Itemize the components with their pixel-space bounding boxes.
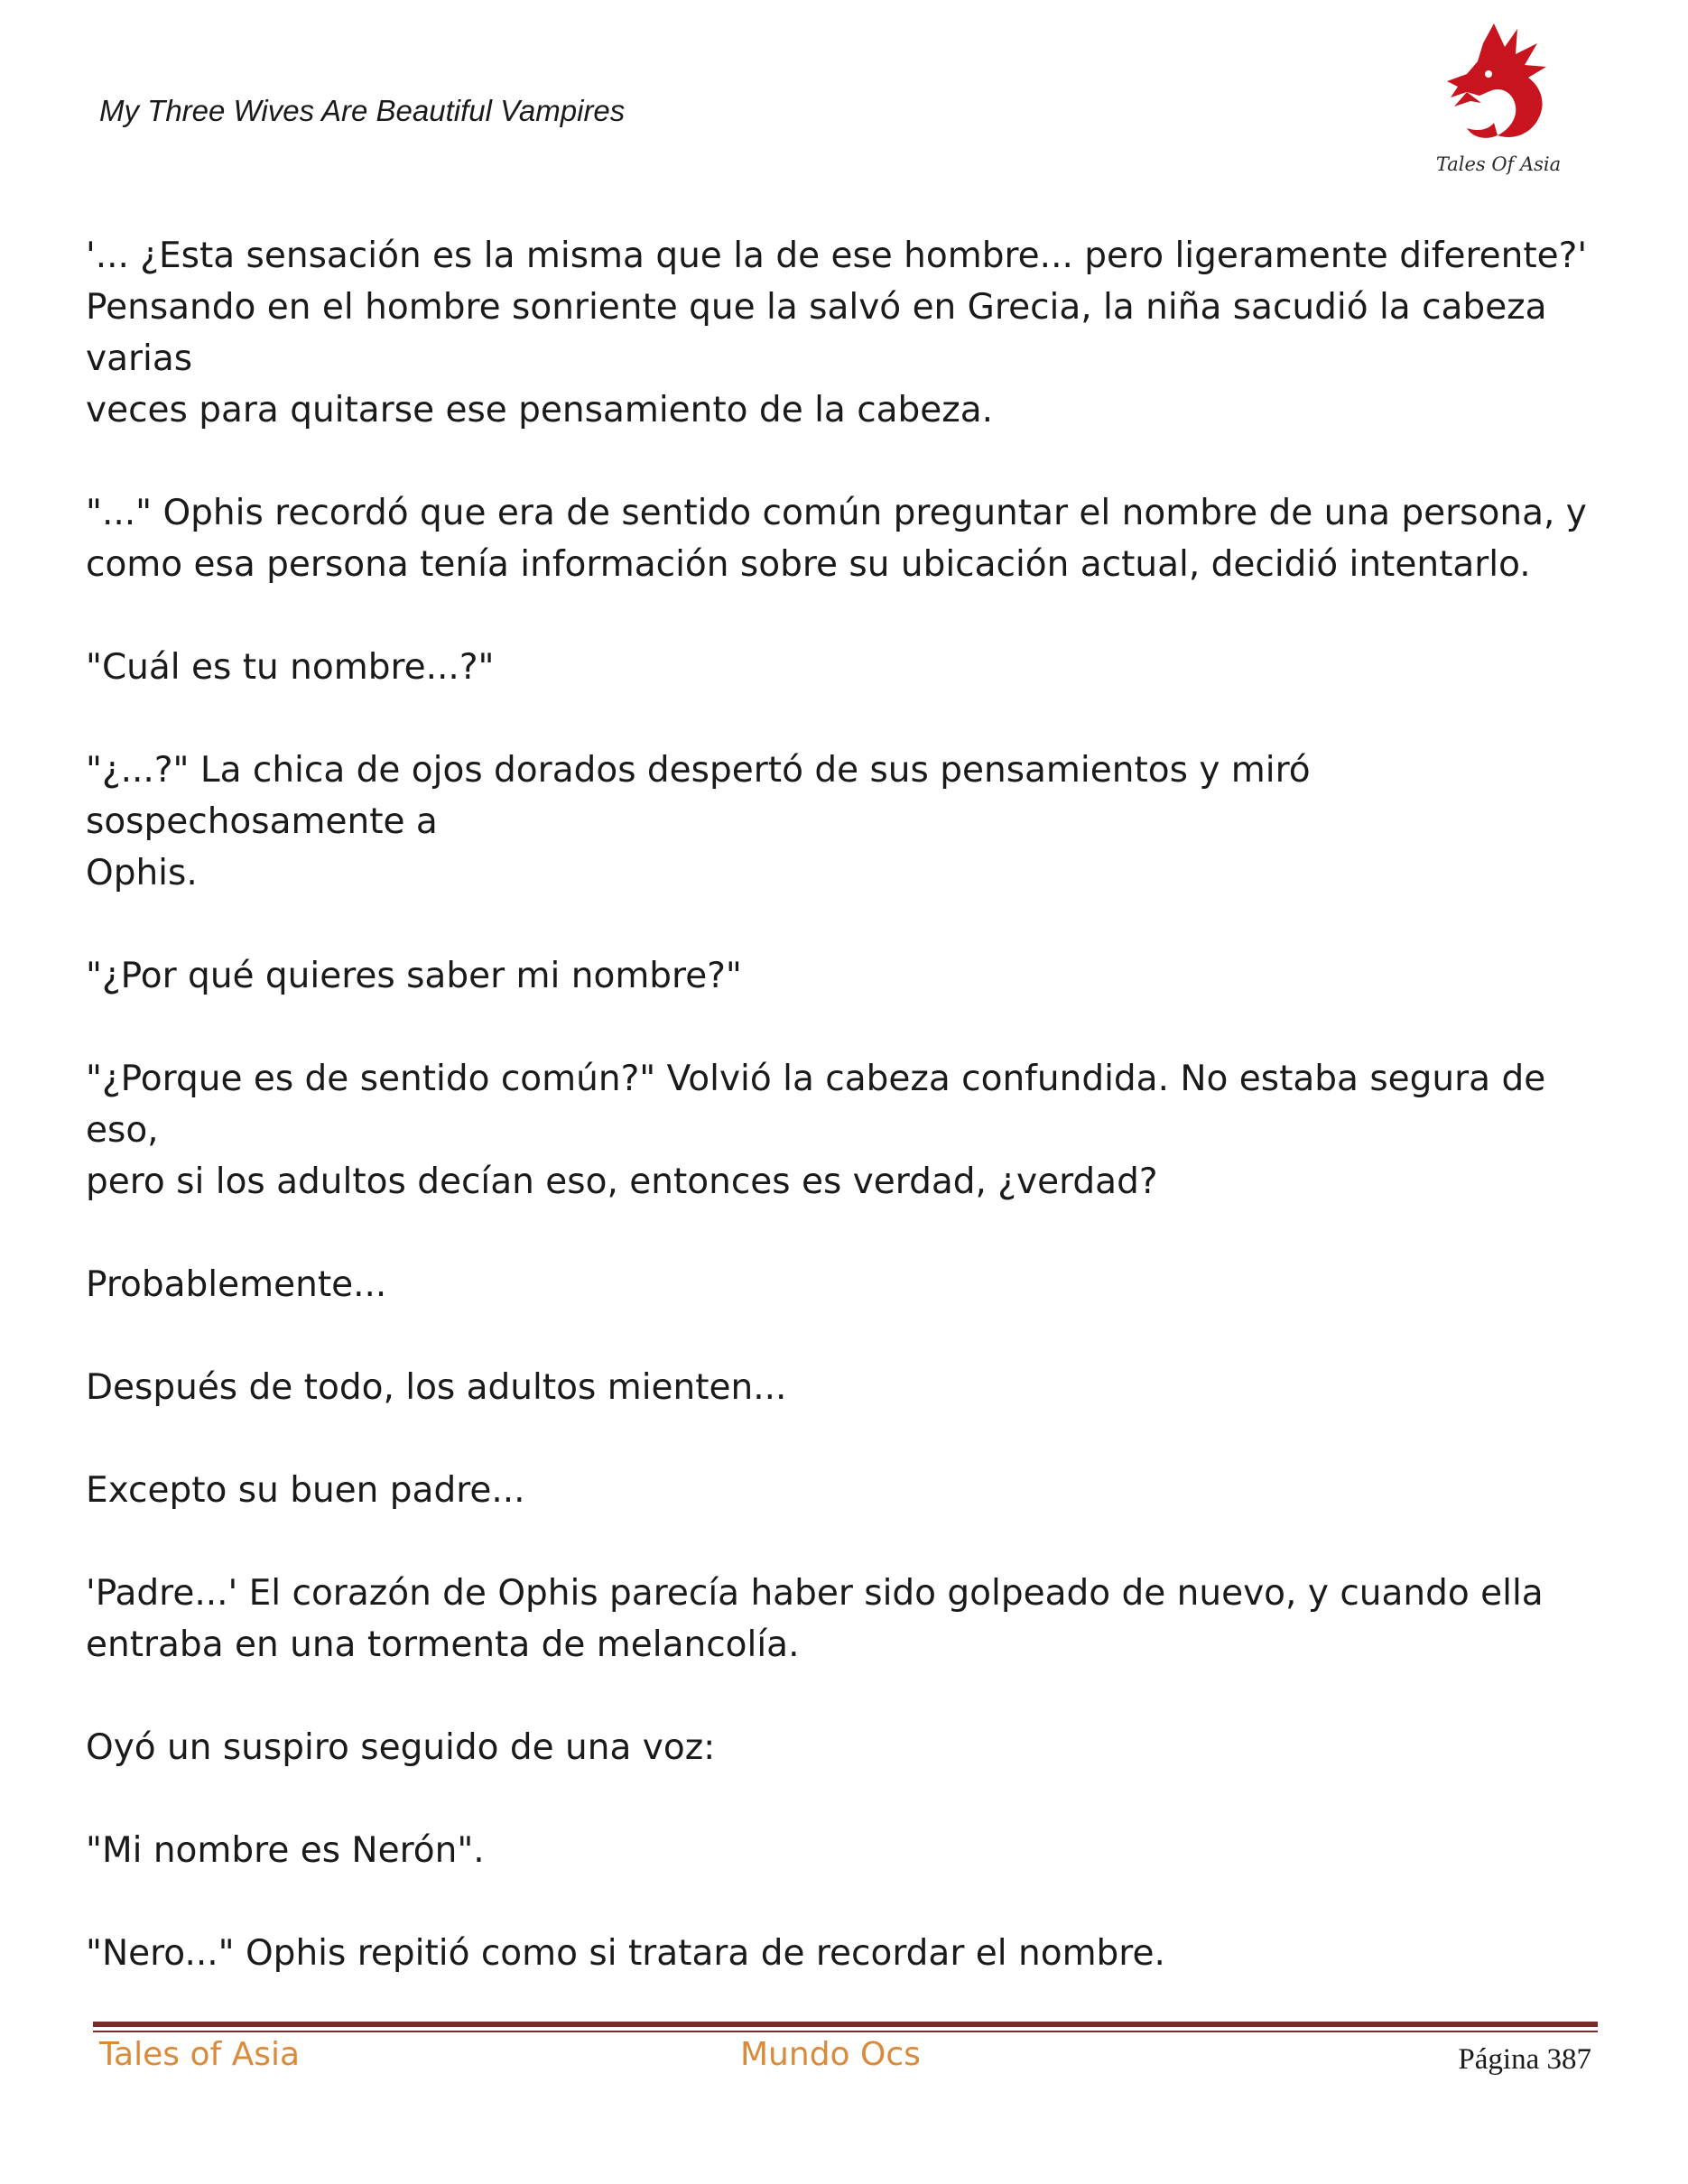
paragraph: 'Padre...' El corazón de Ophis parecía haber sido golpeado de nuevo, y cuando ella entraba en una tormenta de melancolía. xyxy=(86,1573,1544,1665)
footer-divider-thin xyxy=(93,2031,1598,2032)
paragraph: "..." Ophis recordó que era de sentido común preguntar el nombre de una persona, y como esa persona tenía información sobre su ubicación actual, decidió intentarlo. xyxy=(86,493,1587,585)
paragraph: Oyó un suspiro seguido de una voz: xyxy=(86,1727,716,1768)
paragraph: "¿Porque es de sentido común?" Volvió la cabeza confundida. No estaba segura de eso, pero si los adultos decían eso, entonces es verdad, ¿verdad? xyxy=(86,1059,1546,1202)
paragraph: "Mi nombre es Nerón". xyxy=(86,1830,485,1871)
paragraph: '... ¿Esta sensación es la misma que la de ese hombre... pero ligeramente diferente?' Pensando en el hombre sonriente que la salvó en Grecia, la niña sacudió la cabeza varias veces para quitarse ese pensamiento de la cabeza. xyxy=(86,236,1588,430)
paragraph: "Cuál es tu nombre...?" xyxy=(86,647,495,688)
footer-section-name: Mundo Ocs xyxy=(740,2036,921,2073)
paragraph: "¿...?" La chica de ojos dorados despertó de sus pensamientos y miró sospechosamente a Ophis. xyxy=(86,750,1311,893)
page-number: Página 387 xyxy=(1458,2043,1591,2076)
book-title: My Three Wives Are Beautiful Vampires xyxy=(99,94,626,127)
paragraph: "Nero..." Ophis repitió como si tratara de recordar el nombre. xyxy=(86,1933,1165,1974)
tales-of-asia-logo xyxy=(1431,20,1566,182)
footer-divider xyxy=(93,2022,1598,2027)
logo-text: Tales Of Asia xyxy=(1435,153,1562,175)
paragraph: Después de todo, los adultos mienten... xyxy=(86,1367,787,1408)
paragraph: Excepto su buen padre... xyxy=(86,1470,525,1511)
chapter-text xyxy=(86,230,1620,2022)
red-dragon-icon xyxy=(1431,20,1566,155)
footer-site-name: Tales of Asia xyxy=(99,2036,301,2073)
paragraph: "¿Por qué quieres saber mi nombre?" xyxy=(86,956,742,996)
paragraph: Probablemente... xyxy=(86,1264,387,1305)
